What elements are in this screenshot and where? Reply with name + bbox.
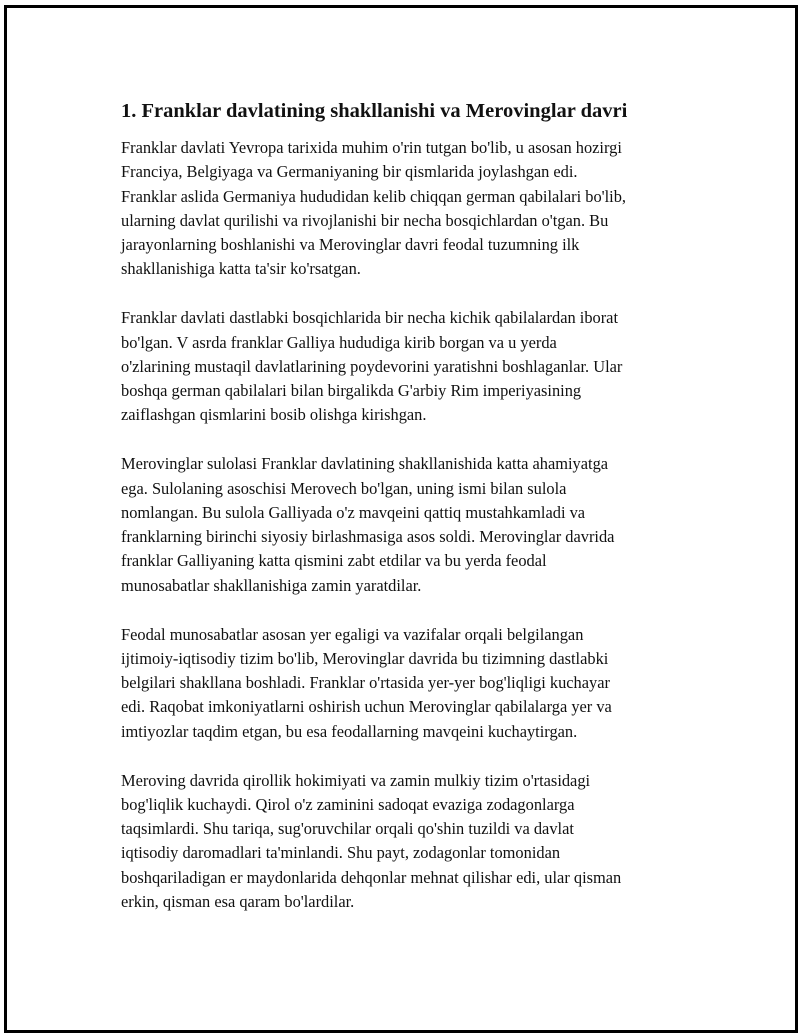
text-line: imtiyozlar taqdim etgan, bu esa feodallarning mavqeini kuchaytirgan. (121, 721, 578, 741)
text-line: erkin, qisman esa qaram bo'lardilar. (121, 892, 355, 912)
text-line: bog'liqlik kuchaydi. Qirol o'z zaminini sadoqat evaziga zodagonlarga (121, 794, 575, 814)
text-line: jarayonlarning boshlanishi va Merovinglar davri feodal tuzumning ilk (121, 235, 580, 255)
text-line: Franklar davlati Yevropa tarixida muhim o'rin tutgan bo'lib, u asosan hozirgi (121, 138, 622, 157)
text-line: belgilari shakllana boshladi. Franklar o'rtasida yer-yer bog'liqligi kuchayar (121, 673, 610, 693)
document-content (121, 98, 701, 939)
text-line: Franklar davlati dastlabki bosqichlarida bir necha kichik qabilalardan iborat (121, 308, 619, 328)
paragraph-1 (121, 136, 701, 282)
text-line: bo'lgan. V asrda franklar Galliya hududiga kirib borgan va u yerda (121, 332, 557, 352)
paragraph-4 (121, 623, 701, 744)
text-line: ega. Sulolaning asoschisi Merovech bo'lgan, uning ismi bilan sulola (121, 478, 567, 498)
text-line: o'zlarining mustaqil davlatlarining poydevorini yaratishni boshlaganlar. Ular (121, 356, 623, 376)
text-line: edi. Raqobat imkoniyatlarni oshirish uchun Merovinglar qabilalarga yer va (121, 697, 612, 717)
text-line: ijtimoiy-iqtisodiy tizim bo'lib, Merovinglar davrida bu tizimning dastlabki (121, 648, 609, 668)
text-line: Meroving davrida qirollik hokimiyati va zamin mulkiy tizim o'rtasidagi (121, 770, 591, 790)
text-line: shakllanishiga katta ta'sir ko'rsatgan. (121, 259, 361, 279)
text-line: taqsimlardi. Shu tariqa, sug'oruvchilar orqali qo'shin tuzildi va davlat (121, 819, 574, 839)
paragraph-2 (121, 306, 701, 427)
text-line: boshqariladigan er maydonlarida dehqonlar mehnat qilishar edi, ular qisman (121, 867, 622, 887)
text-line: Feodal munosabatlar asosan yer egaligi va vazifalar orqali belgilangan (121, 624, 584, 644)
text-line: franklarning birinchi siyosiy birlashmasiga asos soldi. Merovinglar davrida (121, 527, 615, 547)
text-line: munosabatlar shakllanishiga zamin yaratdilar. (121, 575, 422, 595)
text-line: nomlangan. Bu sulola Galliyada o'z mavqeini qattiq mustahkamladi va (121, 502, 586, 522)
text-line: boshqa german qabilalari bilan birgalikda G'arbiy Rim imperiyasining (121, 381, 582, 401)
paragraph-5 (121, 769, 701, 915)
text-line: Franklar aslida Germaniya hududidan kelib chiqqan german qabilalari bo'lib, (121, 186, 626, 206)
document-page (4, 5, 798, 1033)
text-line: zaiflashgan qismlarini bosib olishga kirishgan. (121, 405, 427, 425)
text-line: Merovinglar sulolasi Franklar davlatining shakllanishida katta ahamiyatga (121, 454, 609, 474)
text-line: franklar Galliyaning katta qismini zabt etdilar va bu yerda feodal (121, 551, 547, 571)
paragraph-3 (121, 452, 701, 598)
text-line: Franciya, Belgiyaga va Germaniyaning bir qismlarida joylashgan edi. (121, 162, 578, 182)
text-line: ularning davlat qurilishi va rivojlanishi bir necha bosqichlardan o'tgan. Bu (121, 210, 609, 230)
section-heading: 1. Franklar davlatining shakllanishi va Merovinglar davri (121, 100, 628, 122)
text-line: iqtisodiy daromadlari ta'minlandi. Shu payt, zodagonlar tomonidan (121, 843, 561, 863)
